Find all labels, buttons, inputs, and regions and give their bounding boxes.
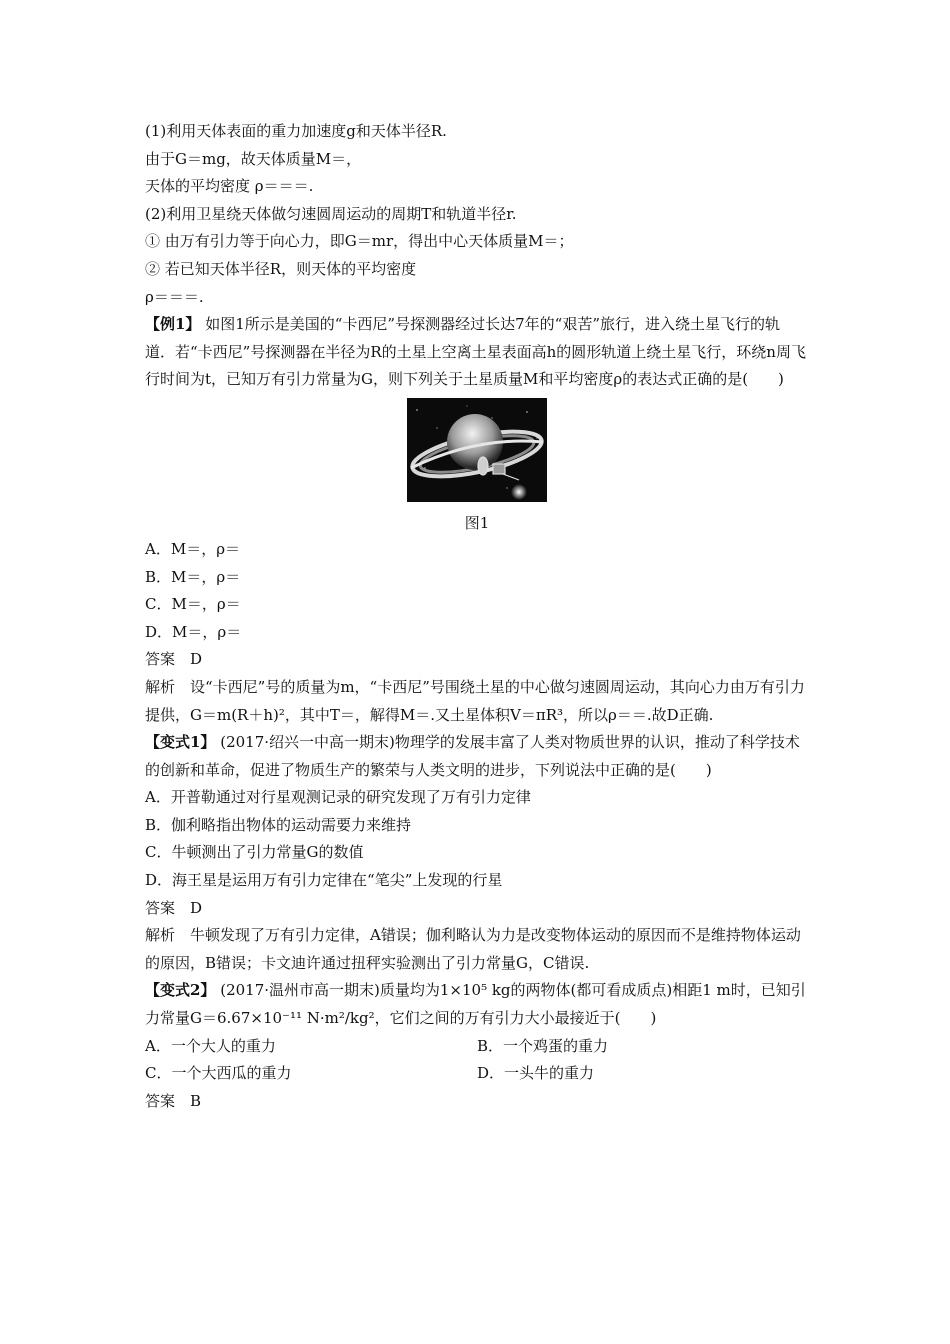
text-line: 天体的平均密度 ρ＝＝＝. <box>145 177 314 196</box>
option-c: C．牛顿测出了引力常量G的数值 <box>145 843 364 862</box>
option-b: B．M＝，ρ＝ <box>145 567 241 586</box>
option-c: C．M＝，ρ＝ <box>145 595 241 614</box>
option-d: D．一头牛的重力 <box>477 1064 595 1083</box>
options-row <box>145 1033 809 1061</box>
answer: 答案 D <box>145 898 203 917</box>
analysis: 解析 牛顿发现了万有引力定律，A错误；伽利略认为力是改变物体运动的原因而不是维持物体运动的原因，B错误；卡文迪许通过扭秤实验测出了引力常量G，C错误. <box>145 926 801 972</box>
option-a: A．开普勒通过对行星观测记录的研究发现了万有引力定律 <box>145 788 531 807</box>
option-a: A．一个大人的重力 <box>145 1036 276 1055</box>
variant1-question <box>145 729 809 784</box>
answer: 答案 D <box>145 650 203 669</box>
variant2-tag: 【变式2】 <box>145 981 216 1000</box>
text-line: 由于G＝mg，故天体质量M＝， <box>145 149 362 168</box>
text-line: (1)利用天体表面的重力加速度g和天体半径R. <box>145 122 447 140</box>
example1-question <box>145 311 809 394</box>
option-b: B．伽利略指出物体的运动需要力来维持 <box>145 815 412 834</box>
variant2-text: (2017·温州市高一期末)质量均为1×10⁵ kg的两物体(都可看成质点)相距1 m时，已知引力常量G＝6.67×10⁻¹¹ N·m²/kg²，它们之间的万有引力大小最接近于( ) <box>145 981 806 1028</box>
answer: 答案 B <box>145 1091 202 1110</box>
text-line: ① 由万有引力等于向心力，即G＝mr，得出中心天体质量M＝； <box>145 232 574 251</box>
option-a: A．M＝，ρ＝ <box>145 539 241 558</box>
variant1-tag: 【变式1】 <box>145 733 216 752</box>
document-page <box>145 118 809 1115</box>
option-d: D．M＝，ρ＝ <box>145 622 242 641</box>
text-line: ρ＝＝＝. <box>145 287 204 306</box>
option-c: C．一个大西瓜的重力 <box>145 1064 292 1083</box>
text-line: ② 若已知天体半径R，则天体的平均密度 <box>145 259 417 278</box>
example1-text: 如图1所示是美国的“卡西尼”号探测器经过长达7年的“艰苦”旅行，进入绕土星飞行的轨道．若“卡西尼”号探测器在半径为R的土星上空离土星表面高h的圆形轨道上绕土星飞行，环绕n周飞行时间为t，已知万有引力常量为G，则下列关于土星质量M和平均密度ρ的表达式正确的是( ) <box>145 315 806 389</box>
option-b: B．一个鸡蛋的重力 <box>477 1036 609 1055</box>
variant2-question <box>145 977 809 1032</box>
text-line: (2)利用卫星绕天体做匀速圆周运动的周期T和轨道半径r. <box>145 204 517 223</box>
example1-tag: 【例1】 <box>145 315 201 334</box>
figure-caption: 图1 <box>464 513 490 532</box>
variant1-text: (2017·绍兴一中高一期末)物理学的发展丰富了人类对物质世界的认识，推动了科学技术的创新和革命，促进了物质生产的繁荣与人类文明的进步，下列说法中正确的是( ) <box>145 733 800 779</box>
saturn-probe-image <box>407 398 547 502</box>
analysis: 解析 设“卡西尼”号的质量为m，“卡西尼”号围绕土星的中心做匀速圆周运动，其向心力由万有引力提供，G＝m(R＋h)²，其中T＝，解得M＝.又土星体积V＝πR³，所以ρ＝＝.故D正确. <box>145 677 805 724</box>
option-d: D．海王星是运用万有引力定律在“笔尖”上发现的行星 <box>145 871 503 890</box>
figure-1 <box>145 398 809 536</box>
options-row <box>145 1060 809 1088</box>
